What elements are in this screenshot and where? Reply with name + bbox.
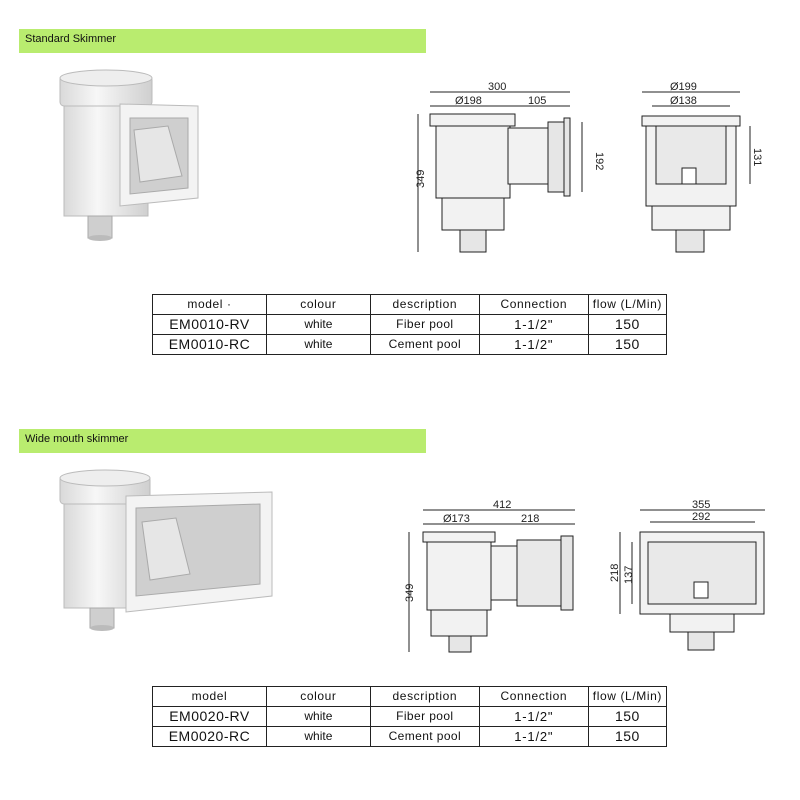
dim-side-mouth: 218 xyxy=(521,513,540,525)
cell-description: Fiber pool xyxy=(370,707,479,727)
cell-colour: white xyxy=(266,335,370,355)
cell-colour: white xyxy=(266,727,370,747)
cell-flow: 150 xyxy=(588,315,666,335)
wide-side-view-drawing xyxy=(395,498,590,658)
wide-mouth-skimmer-section xyxy=(0,400,800,800)
cell-description: Cement pool xyxy=(370,727,479,747)
header-model: model · xyxy=(153,295,267,315)
cell-colour: white xyxy=(266,707,370,727)
header-colour: colour xyxy=(266,295,370,315)
table-header-row xyxy=(153,295,667,315)
cell-model: EM0020-RV xyxy=(153,707,267,727)
cell-flow: 150 xyxy=(588,727,666,747)
header-colour: colour xyxy=(266,687,370,707)
cell-model: EM0020-RC xyxy=(153,727,267,747)
table-row xyxy=(153,335,667,355)
cell-description: Fiber pool xyxy=(370,315,479,335)
table-row xyxy=(153,315,667,335)
standard-front-view-drawing xyxy=(630,80,763,260)
cell-flow: 150 xyxy=(588,335,666,355)
header-description: description xyxy=(370,687,479,707)
cell-model: EM0010-RC xyxy=(153,335,267,355)
dim-side-height: 349 xyxy=(415,169,427,188)
cell-colour: white xyxy=(266,315,370,335)
dim-side-bowl: Ø198 xyxy=(455,95,482,107)
header-flow: flow (L/Min) xyxy=(588,687,666,707)
cell-connection: 1-1/2" xyxy=(479,727,588,747)
table-row xyxy=(153,707,667,727)
cell-flow: 150 xyxy=(588,707,666,727)
cell-connection: 1-1/2" xyxy=(479,315,588,335)
standard-skimmer-photo xyxy=(48,66,208,246)
cell-connection: 1-1/2" xyxy=(479,335,588,355)
dim-front-inner: Ø138 xyxy=(670,95,697,107)
dim-front-height-outer: 218 xyxy=(609,563,621,582)
wide-mouth-skimmer-photo xyxy=(46,466,278,636)
dim-front-mouth: 131 xyxy=(751,148,763,167)
dim-side-height: 349 xyxy=(404,583,416,602)
section-title: Standard Skimmer xyxy=(19,29,426,53)
header-connection: Connection xyxy=(479,295,588,315)
header-flow: flow (L/Min) xyxy=(588,295,666,315)
section-title: Wide mouth skimmer xyxy=(19,429,426,453)
table-header-row xyxy=(153,687,667,707)
dim-front-inner: 292 xyxy=(692,511,711,523)
dim-side-total: 412 xyxy=(493,499,512,511)
dim-side-pipe: 192 xyxy=(593,152,605,171)
cell-connection: 1-1/2" xyxy=(479,707,588,727)
standard-side-view-drawing xyxy=(410,80,605,260)
dim-front-outer: 355 xyxy=(692,499,711,511)
dim-side-total: 300 xyxy=(488,81,507,93)
cell-description: Cement pool xyxy=(370,335,479,355)
dim-front-outer: Ø199 xyxy=(670,81,697,93)
dim-side-mouth: 105 xyxy=(528,95,547,107)
dim-front-height-inner: 137 xyxy=(623,565,635,584)
dim-side-bowl: Ø173 xyxy=(443,513,470,525)
table-row xyxy=(153,727,667,747)
standard-skimmer-spec-table xyxy=(152,294,667,355)
wide-mouth-skimmer-spec-table xyxy=(152,686,667,747)
wide-front-view-drawing xyxy=(600,498,775,658)
header-model: model xyxy=(153,687,267,707)
header-description: description xyxy=(370,295,479,315)
header-connection: Connection xyxy=(479,687,588,707)
cell-model: EM0010-RV xyxy=(153,315,267,335)
